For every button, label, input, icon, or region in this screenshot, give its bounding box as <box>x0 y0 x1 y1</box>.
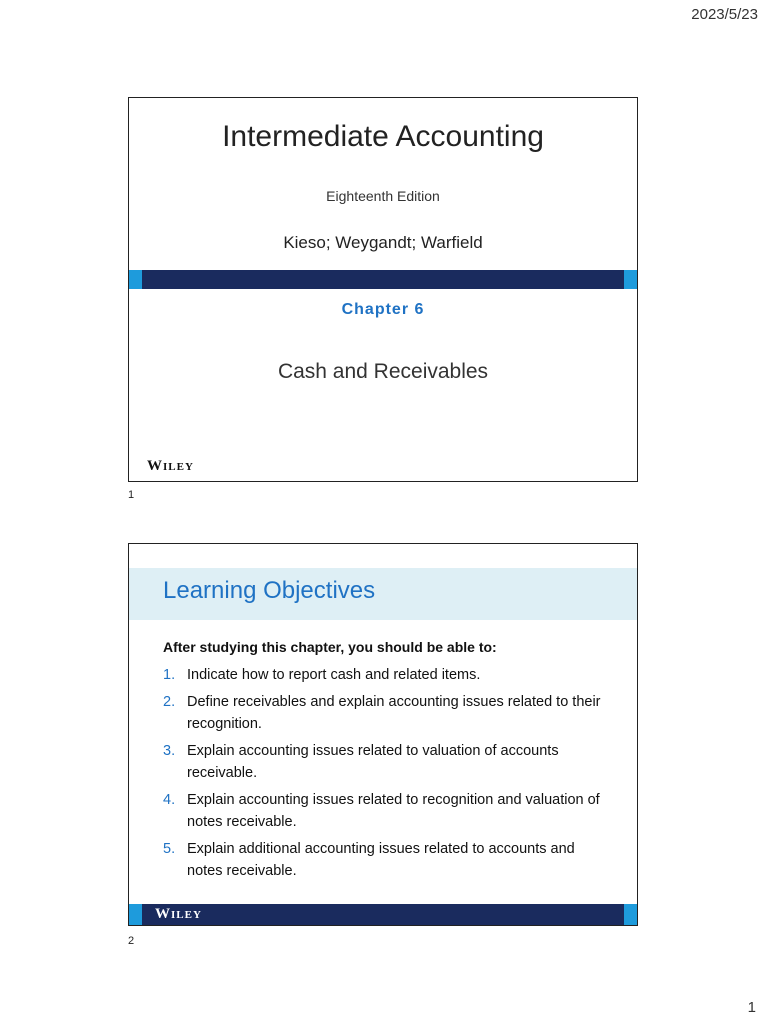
slide-title-text: Learning Objectives <box>163 577 376 604</box>
list-item <box>163 740 611 784</box>
slide-number: 1 <box>128 489 135 501</box>
band-accent-right <box>624 270 637 289</box>
slide-learning-objectives <box>128 543 638 926</box>
list-item <box>163 789 611 833</box>
chapter-subject: Cash and Receivables <box>277 360 489 383</box>
book-title: Intermediate Accounting <box>222 120 544 153</box>
book-authors: Kieso; Weygandt; Warfield <box>283 233 483 252</box>
objectives-intro: After studying this chapter, you should be able to: <box>163 639 497 655</box>
band-accent-left <box>129 904 142 925</box>
list-item-text: Indicate how to report cash and related items. <box>187 667 481 683</box>
slide-header-band <box>129 568 637 620</box>
divider-band <box>129 270 637 289</box>
band-accent-left <box>129 270 142 289</box>
list-item <box>163 838 611 882</box>
list-item-number: 5. <box>163 841 176 857</box>
list-item <box>163 664 611 686</box>
list-item-text: Define receivables and explain accounting issues related to their recognition. <box>187 694 601 732</box>
chapter-label: Chapter 6 <box>341 301 425 318</box>
list-item-number: 2. <box>163 694 176 710</box>
slide-title <box>128 97 638 482</box>
list-item-text: Explain accounting issues related to recognition and valuation of notes receivable. <box>187 792 600 830</box>
band-accent-right <box>624 904 637 925</box>
list-item <box>163 691 611 735</box>
footer-band <box>129 904 637 925</box>
objectives-list <box>163 664 611 887</box>
slide-number: 2 <box>128 935 135 947</box>
list-item-number: 1. <box>163 667 176 683</box>
print-date: 2023/5/23 <box>691 6 758 23</box>
list-item-number: 4. <box>163 792 176 808</box>
wiley-logo: Wiley <box>155 906 202 922</box>
book-edition: Eighteenth Edition <box>326 188 440 204</box>
page-number: 1 <box>747 999 756 1016</box>
list-item-number: 3. <box>163 743 176 759</box>
list-item-text: Explain additional accounting issues related to accounts and notes receivable. <box>187 841 575 879</box>
list-item-text: Explain accounting issues related to valuation of accounts receivable. <box>187 743 559 781</box>
wiley-logo: Wiley <box>147 458 194 474</box>
